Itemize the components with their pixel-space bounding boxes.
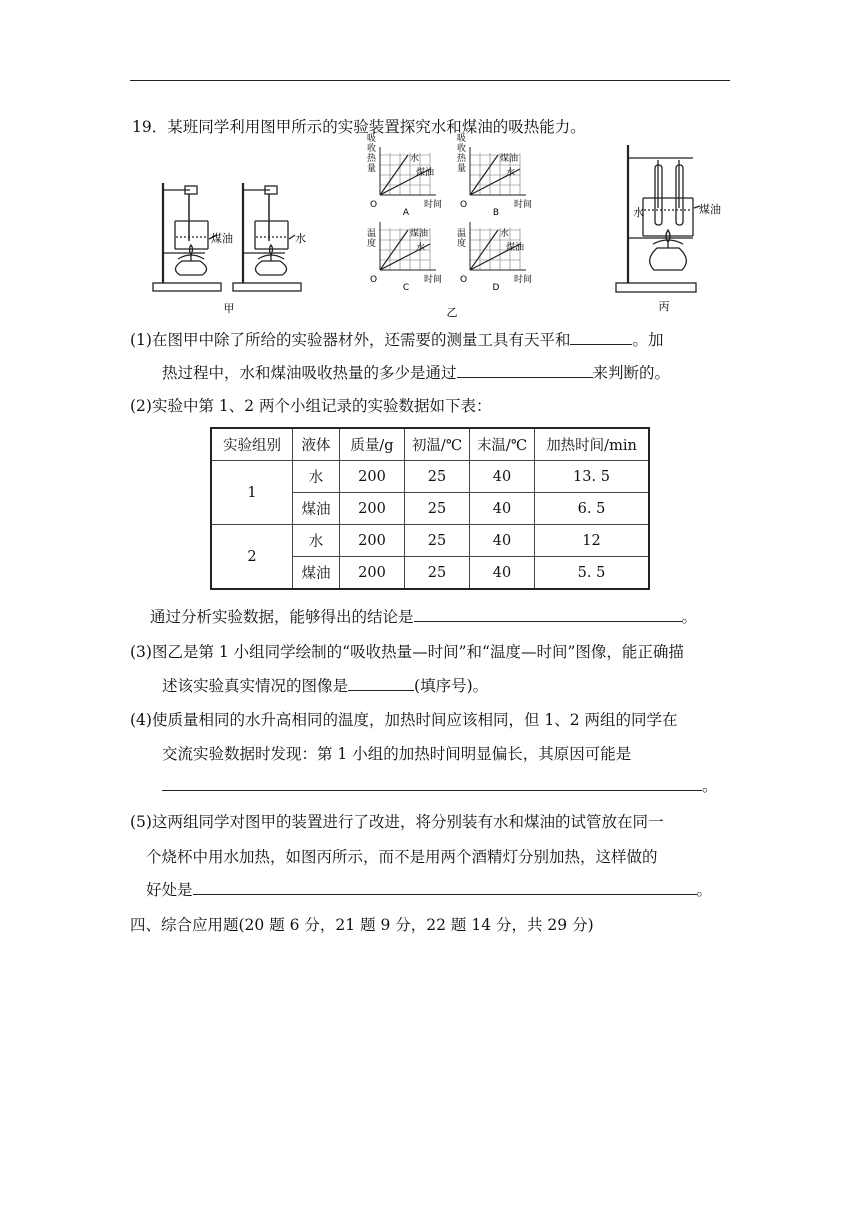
q5-line2: 个烧杯中用水加热，如图丙所示，而不是用两个酒精灯分别加热，这样做的: [146, 848, 658, 866]
y-axis-label: 收: [457, 144, 467, 154]
y-axis-label: 热: [457, 154, 467, 164]
table-cell: 煤油: [293, 557, 340, 590]
series-label-lower: 水: [416, 243, 426, 253]
series-label-upper: 水: [410, 154, 420, 164]
table-cell: 煤油: [293, 493, 340, 525]
label-oil: 煤油: [211, 232, 233, 245]
q1-blank1[interactable]: [570, 330, 632, 345]
table-cell: 水: [293, 525, 340, 557]
y-axis-label: 量: [367, 164, 377, 174]
table-cell: 5. 5: [535, 557, 650, 590]
q2-intro: (2)实验中第 1、2 两个小组记录的实验数据如下表：: [130, 397, 492, 415]
series-label-upper: 煤油: [500, 154, 519, 164]
panel-label: D: [492, 283, 500, 293]
table-cell: 25: [405, 493, 470, 525]
label-water: 水: [295, 232, 306, 245]
q5-line1: (5)这两组同学对图甲的装置进行了改进，将分别装有水和煤油的试管放在同一: [130, 813, 664, 831]
y-axis-label: 吸: [457, 134, 467, 144]
origin-label: O: [460, 275, 468, 285]
table-row: [211, 525, 649, 557]
table-cell: 25: [405, 557, 470, 590]
table-cell: 40: [470, 461, 535, 493]
group-cell: 2: [211, 525, 293, 590]
caption-jia: 甲: [223, 302, 235, 315]
q1-blank2[interactable]: [457, 363, 593, 378]
q5-line3: 好处是 。: [146, 881, 713, 899]
q4-line3: 。: [162, 774, 718, 796]
series-label-upper: 煤油: [410, 229, 429, 239]
origin-label: O: [460, 200, 468, 210]
table-cell: 6. 5: [535, 493, 650, 525]
table-cell: 200: [340, 557, 405, 590]
header-cell: 质量/g: [340, 428, 405, 461]
data-table: [210, 427, 650, 590]
header-cell: 加热时间/min: [535, 428, 650, 461]
y-axis-label: 量: [457, 164, 467, 174]
group-cell: 1: [211, 461, 293, 525]
table-cell: 13. 5: [535, 461, 650, 493]
x-axis-label: 时间: [424, 275, 443, 285]
panel-label: A: [402, 208, 410, 218]
table-header-row: [211, 428, 649, 461]
q4-blank[interactable]: [162, 776, 702, 791]
origin-label: O: [370, 275, 378, 285]
q3-line2: 述该实验真实情况的图像是 (填序号)。: [162, 677, 489, 695]
figure-jia: [145, 175, 320, 315]
table-cell: 25: [405, 525, 470, 557]
caption-bing: 丙: [658, 300, 670, 313]
table-cell: 40: [470, 493, 535, 525]
section-4-title: 四、综合应用题(20 题 6 分，21 题 9 分，22 题 14 分，共 29 分): [130, 916, 594, 934]
y-axis-label: 度: [457, 239, 467, 249]
series-label-upper: 水: [500, 229, 510, 239]
figure-yi: [362, 134, 542, 320]
header-cell: 初温/℃: [405, 428, 470, 461]
y-axis-label: 温: [457, 229, 467, 239]
table-cell: 200: [340, 525, 405, 557]
x-axis-label: 时间: [514, 200, 533, 210]
table-cell: 40: [470, 525, 535, 557]
top-rule: [130, 80, 730, 81]
q3-line1: (3)图乙是第 1 小组同学绘制的“吸收热量—时间”和“温度—时间”图像，能正确描: [130, 643, 684, 661]
question-19-title: 19．某班同学利用图甲所示的实验装置探究水和煤油的吸热能力。: [132, 118, 586, 136]
q1-line1: (1)在图甲中除了所给的实验器材外，还需要的测量工具有天平和 。加: [130, 331, 664, 349]
series-label-lower: 煤油: [416, 168, 435, 178]
q2-blank[interactable]: [414, 607, 682, 622]
x-axis-label: 时间: [424, 200, 443, 210]
table-row: [211, 461, 649, 493]
y-axis-label: 温: [367, 229, 377, 239]
x-axis-label: 时间: [514, 275, 533, 285]
q4-line2: 交流实验数据时发现：第 1 小组的加热时间明显偏长，其原因可能是: [162, 745, 632, 763]
table-cell: 水: [293, 461, 340, 493]
panel-label: B: [492, 208, 500, 218]
table-cell: 200: [340, 461, 405, 493]
q5-blank[interactable]: [193, 880, 697, 895]
y-axis-label: 吸: [367, 134, 377, 144]
label-water-bing: 水: [633, 206, 644, 219]
label-oil-bing: 煤油: [699, 203, 721, 216]
table-cell: 25: [405, 461, 470, 493]
q3-blank[interactable]: [348, 676, 414, 691]
header-cell: 液体: [293, 428, 340, 461]
table-cell: 40: [470, 557, 535, 590]
table-cell: 200: [340, 493, 405, 525]
q2-conclusion: 通过分析实验数据，能够得出的结论是 。: [150, 608, 698, 626]
series-label-lower: 煤油: [506, 243, 525, 253]
table-cell: 12: [535, 525, 650, 557]
header-cell: 实验组别: [211, 428, 293, 461]
header-cell: 末温/℃: [470, 428, 535, 461]
series-label-lower: 水: [506, 168, 516, 178]
y-axis-label: 度: [367, 239, 377, 249]
caption-yi: 乙: [446, 306, 458, 319]
q1-line2: 热过程中，水和煤油吸收热量的多少是通过 来判断的。: [162, 364, 671, 382]
panel-label: C: [402, 283, 410, 293]
q4-line1: (4)使质量相同的水升高相同的温度，加热时间应该相同，但 1、2 两组的同学在: [130, 711, 678, 729]
y-axis-label: 热: [367, 154, 377, 164]
origin-label: O: [370, 200, 378, 210]
figure-bing: [608, 140, 728, 315]
y-axis-label: 收: [367, 144, 377, 154]
